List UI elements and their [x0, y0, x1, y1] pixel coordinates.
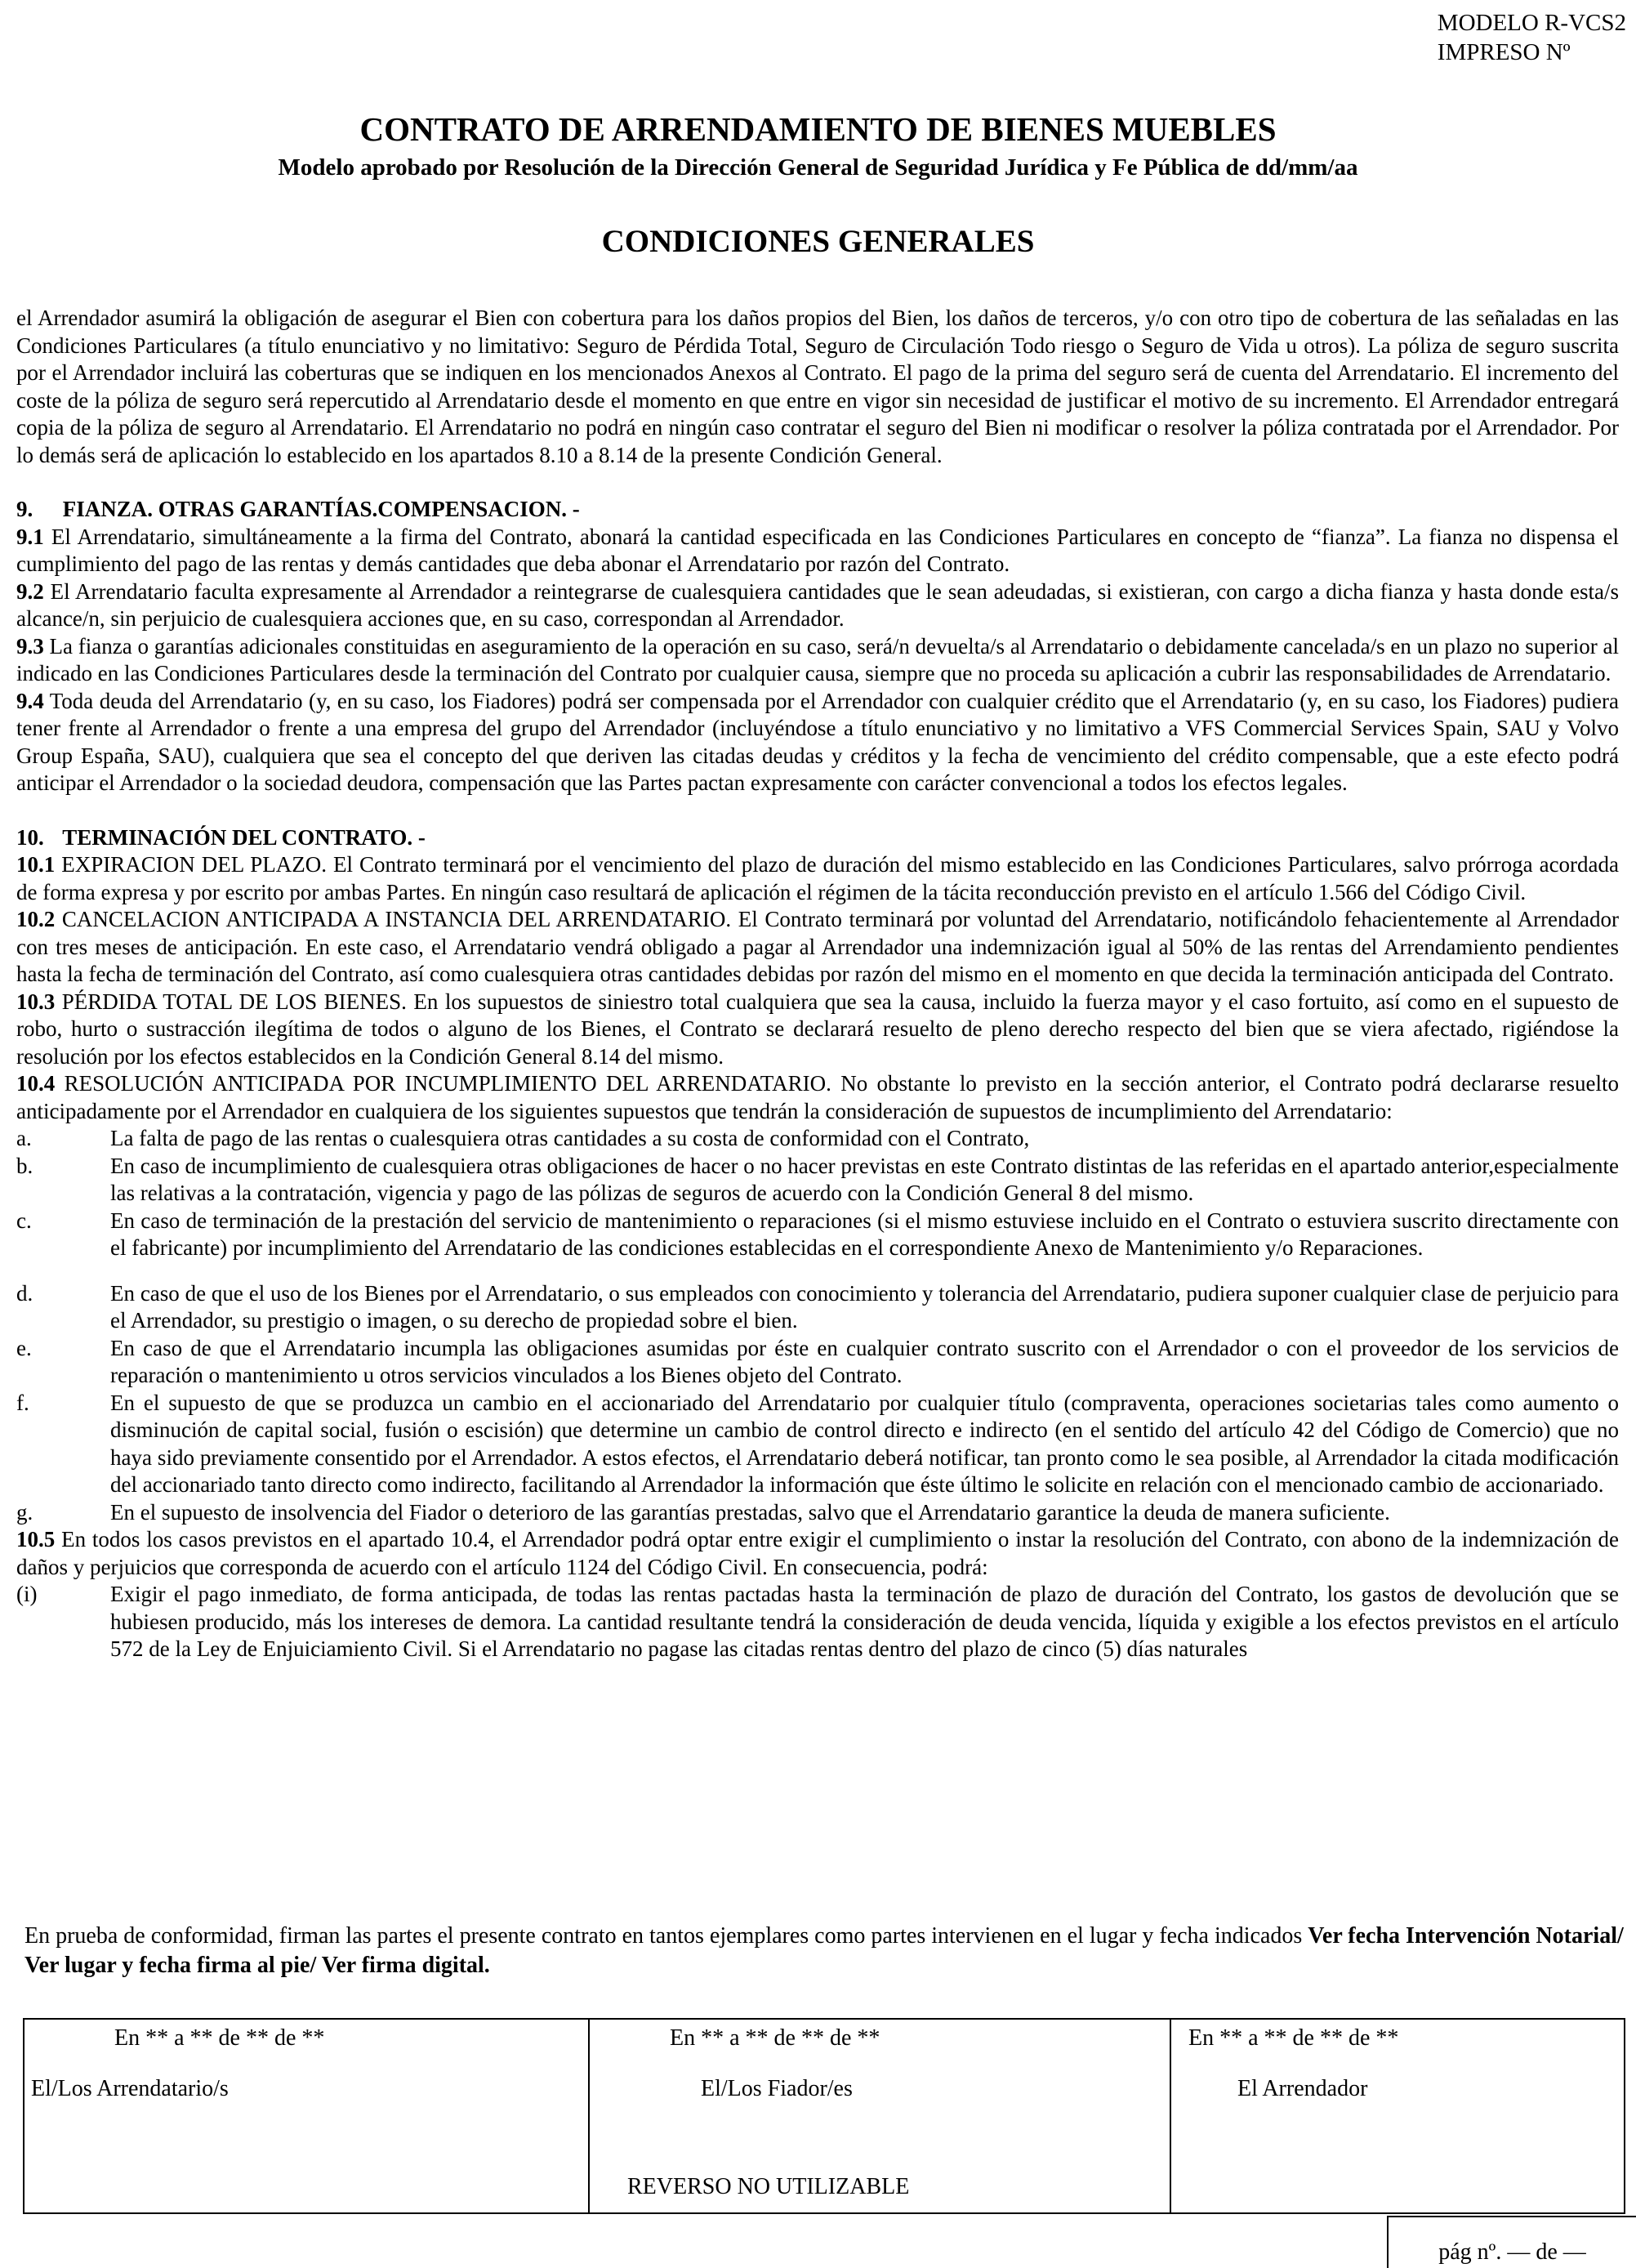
clause-text: El Arrendatario, simultáneamente a la firma del Contrato, abonará la cantidad especificada en las Condiciones Particulares en concepto de “fianza”. La fianza no dispensa el cumplimiento del pago de las rentas y demás cantidades que deba abonar el Arrendatario por razón del Contrato. — [16, 524, 1619, 576]
list-item-text: En caso de que el Arrendatario incumpla las obligaciones asumidas por éste en cualquier contrato suscrito con el Arrendador o con el proveedor de los servicios de reparación o mantenimiento u otros servicios vinculados a los Bienes objeto del Contrato. — [110, 1335, 1619, 1387]
list-item — [16, 1153, 1619, 1208]
section-number: 10. — [16, 824, 44, 850]
section-9-heading — [16, 496, 1619, 524]
guarantor-date-line: En ** a ** de ** de ** — [670, 2025, 880, 2051]
clause-10-1 — [16, 851, 1619, 906]
clause-number: 10.1 — [16, 852, 56, 877]
section-heading: CONDICIONES GENERALES — [601, 224, 1035, 259]
clause-10-2 — [16, 906, 1619, 989]
clause-text: Toda deuda del Arrendatario (y, en su caso, los Fiadores) podrá ser compensada por el Arrendador con cualquier crédito que el Arrendatario (y, en su caso, los Fiadores) pudiera tener frente al Arrendador o frente a una empresa del grupo del Arrendador (incluyéndose a título enunciativo y no limitativo a VFS Commercial Services Spain, SAU y Volvo Group España, SAU), cualquiera que sea el concepto del que deriven las citadas deudas y créditos y la fecha de vencimiento del crédito compensable, que a este efecto podrá anticipar el Arrendador o la sociedad deudora, compensación que las Partes pactan expresamente con carácter convencional a todos los efectos legales. — [16, 688, 1619, 795]
contract-body — [16, 305, 1619, 1663]
guarantor-signature-label: El/Los Fiador/es — [701, 2076, 853, 2101]
closing-bold-text: Ver fecha Intervención Notarial/ Ver lugar y fecha firma al pie/ Ver firma digital. — [25, 1923, 1624, 1978]
closing-statement — [25, 1922, 1625, 1980]
list-marker: f. — [16, 1390, 29, 1415]
clause-9-2 — [16, 578, 1619, 633]
signature-table — [23, 2018, 1625, 2214]
clause-text: El Arrendatario faculta expresamente al Arrendador a reintegrarse de cualesquiera cantidades que le sean adeudadas, si existieran, con cargo a dicha fianza y hasta donde esta/s alcance/n, sin perjuicio de cualesquiera acciones que, en su caso, correspondan al Arrendador. — [16, 578, 1620, 631]
column-divider — [1170, 2020, 1171, 2212]
list-marker: a. — [16, 1126, 32, 1150]
section-title: FIANZA. OTRAS GARANTÍAS.COMPENSACION. - — [62, 497, 580, 521]
clause-text: CANCELACION ANTICIPADA A INSTANCIA DEL ARRENDATARIO. El Contrato terminará por voluntad del Arrendatario, notificándolo fehacientemente al Arrendador con tres meses de anticipación. En este caso, el Arrendatario vendrá obligado a pagar al Arrendador una indemnización igual al 50% de las rentas del Arrendamiento pendientes hasta la fecha de terminación del Contrato, así como cualesquiera otras cantidades debidas por razón del mismo en el momento en que decida la terminación anticipada del Contrato. — [16, 907, 1620, 986]
lessee-signature-label: El/Los Arrendatario/s — [31, 2076, 229, 2101]
document-title: CONTRATO DE ARRENDAMIENTO DE BIENES MUEBLES — [359, 110, 1277, 148]
document-subtitle: Modelo aprobado por Resolución de la Dirección General de Seguridad Jurídica y Fe Pública de dd/mm/aa — [278, 154, 1358, 181]
clause-number: 9.3 — [16, 633, 44, 659]
clause-number: 10.5 — [16, 1527, 56, 1551]
list-item-text: La falta de pago de las rentas o cualesquiera otras cantidades a su costa de conformidad con el Contrato, — [110, 1126, 1030, 1150]
clause-text: EXPIRACION DEL PLAZO. El Contrato terminará por el vencimiento del plazo de duración del mismo establecido en las Condiciones Particulares, salvo prórroga acordada de forma expresa y por escrito por ambas Partes. En ningún caso resultará de aplicación el régimen de la tácita reconducción previsto en el artículo 1.566 del Código Civil. — [16, 852, 1620, 904]
list-marker: (i) — [16, 1582, 38, 1606]
list-item — [16, 1208, 1619, 1262]
lessor-signature-label: El Arrendador — [1237, 2076, 1368, 2101]
clause-9-1 — [16, 524, 1619, 578]
closing-text: En prueba de conformidad, firman las partes el presente contrato en tantos ejemplares como partes intervienen en el lugar y fecha indicados — [25, 1923, 1308, 1949]
page-number-box — [1387, 2216, 1636, 2268]
list-item — [16, 1390, 1619, 1499]
list-item — [16, 1335, 1619, 1390]
list-marker: g. — [16, 1499, 33, 1525]
sub-item-i — [16, 1581, 1619, 1663]
clause-number: 9.4 — [16, 688, 44, 713]
print-number: IMPRESO Nº — [1437, 39, 1571, 65]
clause-10-3 — [16, 989, 1619, 1071]
clause-text: La fianza o garantías adicionales constituidas en aseguramiento de la operación en su caso, será/n devuelta/s al Arrendatario o debidamente cancelada/s en un plazo no superior al indicado en las Condiciones Particulares desde la terminación del Contrato por cualquier causa, siempre que no proceda su aplicación a cubrir las responsabilidades de Arrendatario. — [16, 633, 1620, 685]
list-item — [16, 1499, 1619, 1527]
list-item — [16, 1125, 1619, 1153]
list-item-text: En caso de que el uso de los Bienes por el Arrendatario, o sus empleados con conocimiento y tolerancia del Arrendatario, pudiera suponer cualquier clase de perjuicio para el Arrendador, su prestigio o imagen, o su derecho de propiedad sobre el bien. — [110, 1280, 1619, 1333]
page-number: pág nº. — de — — [1438, 2239, 1586, 2265]
list-item-text: Exigir el pago inmediato, de forma anticipada, de todas las rentas pactadas hasta la terminación de plazo de duración del Contrato, los gastos de devolución que se hubiesen producido, más los intereses de demora. La cantidad resultante tendrá la consideración de deuda vencida, líquida y exigible a los efectos previstos en el artículo 572 de la Ley de Enjuiciamiento Civil. Si el Arrendatario no pagase las citadas rentas dentro del plazo de cinco (5) días naturales — [110, 1582, 1619, 1661]
clause-number: 9.2 — [16, 578, 44, 604]
list-item-text: En caso de incumplimiento de cualesquiera otras obligaciones de hacer o no hacer previstas en este Contrato distintas de las referidas en el apartado anterior,especialmente las relativas a la contratación, vigencia y pago de las pólizas de seguros de acuerdo con la Condición General 8 del mismo. — [110, 1153, 1619, 1205]
reverso-notice: REVERSO NO UTILIZABLE — [627, 2174, 910, 2199]
clause-text: PÉRDIDA TOTAL DE LOS BIENES. En los supuestos de siniestro total cualquiera que sea la causa, incluido la fuerza mayor y el caso fortuito, así como en el supuesto de robo, hurto o sustracción ilegítima de todos o alguno de los Bienes, el Contrato se declarará resuelto de pleno derecho respecto del bien que se viera afectado, rigiéndose la resolución por los efectos establecidos en la Condición General 8.14 del mismo. — [16, 989, 1620, 1069]
section-10-heading — [16, 824, 1619, 852]
intro-paragraph: el Arrendador asumirá la obligación de asegurar el Bien con cobertura para los daños propios del Bien, los daños de terceros, y/o con otro tipo de cobertura de las señaladas en las Condiciones Particulares (a título enunciativo y no limitativo: Seguro de Pérdida Total, Seguro de Circulación Todo riesgo o Seguro de Vida u otros). La póliza de seguro suscrita por el Arrendador incluirá las coberturas que se indiquen en los mencionados Anexos al Contrato. El pago de la prima del seguro será de cuenta del Arrendatario. El incremento del coste de la póliza de seguro será repercutido al Arrendatario desde el momento en que entre en vigor sin necesidad de justificar el motivo de su incremento. El Arrendador entregará copia de la póliza de seguro al Arrendatario. El Arrendatario no podrá en ningún caso contratar el seguro del Bien ni modificar o resolver la póliza contratada por el Arrendador. Por lo demás será de aplicación lo establecido en los apartados 8.10 a 8.14 de la presente Condición General. — [16, 306, 1619, 467]
lessor-date-line: En ** a ** de ** de ** — [1188, 2025, 1399, 2051]
list-item — [16, 1280, 1619, 1335]
section-number: 9. — [16, 497, 33, 521]
clause-text: En todos los casos previstos en el apartado 10.4, el Arrendador podrá optar entre exigir el cumplimiento o instar la resolución del Contrato, con abono de la indemnización de daños y perjuicios que corresponda de acuerdo con el artículo 1124 del Código Civil. En consecuencia, podrá: — [16, 1527, 1620, 1579]
clause-text: RESOLUCIÓN ANTICIPADA POR INCUMPLIMIENTO DEL ARRENDATARIO. No obstante lo previsto en la sección anterior, el Contrato podrá declararse resuelto anticipadamente por el Arrendador en cualquiera de los siguientes supuestos que tendrán la consideración de supuestos de incumplimiento del Arrendatario: — [16, 1071, 1620, 1123]
clause-10-5 — [16, 1526, 1619, 1581]
list-item-text: En el supuesto de que se produzca un cambio en el accionariado del Arrendatario por cualquier título (compraventa, operaciones societarias tales como aumento o disminución de capital social, fusión o escisión) que determine un cambio de control directo e indirecto (en el sentido del artículo 42 del Código de Comercio) que no haya sido previamente consentido por el Arrendador. A estos efectos, el Arrendatario deberá notificar, tan pronto como le sea posible, al Arrendador la citada modificación del accionariado tanto directo como indirecto, facilitando al Arrendador la información que éste último le solicite en relación con el mencionado cambio de accionariado. — [110, 1390, 1619, 1497]
list-marker: b. — [16, 1153, 33, 1178]
clause-9-4 — [16, 688, 1619, 797]
list-marker: c. — [16, 1208, 32, 1233]
section-title: TERMINACIÓN DEL CONTRATO. - — [62, 824, 426, 850]
clause-number: 10.3 — [16, 989, 56, 1014]
list-marker: e. — [16, 1335, 32, 1360]
column-divider — [588, 2020, 590, 2212]
model-code: MODELO R-VCS2 — [1437, 10, 1626, 36]
list-item-text: En el supuesto de insolvencia del Fiador o deterioro de las garantías prestadas, salvo que el Arrendatario garantice la deuda de manera suficiente. — [110, 1499, 1390, 1525]
clause-number: 10.2 — [16, 907, 56, 931]
clause-number: 10.4 — [16, 1071, 56, 1096]
clause-10-4 — [16, 1070, 1619, 1125]
clause-number: 9.1 — [16, 524, 44, 549]
lessee-date-line: En ** a ** de ** de ** — [114, 2025, 325, 2051]
list-marker: d. — [16, 1280, 33, 1306]
list-item-text: En caso de terminación de la prestación del servicio de mantenimiento o reparaciones (si el mismo estuviese incluido en el Contrato o estuviera suscrito directamente con el fabricante) por incumplimiento del Arrendatario de las condiciones establecidas en el correspondiente Anexo de Mantenimiento y/o Reparaciones. — [110, 1208, 1619, 1260]
clause-9-3 — [16, 633, 1619, 688]
model-reference — [1438, 8, 1626, 67]
